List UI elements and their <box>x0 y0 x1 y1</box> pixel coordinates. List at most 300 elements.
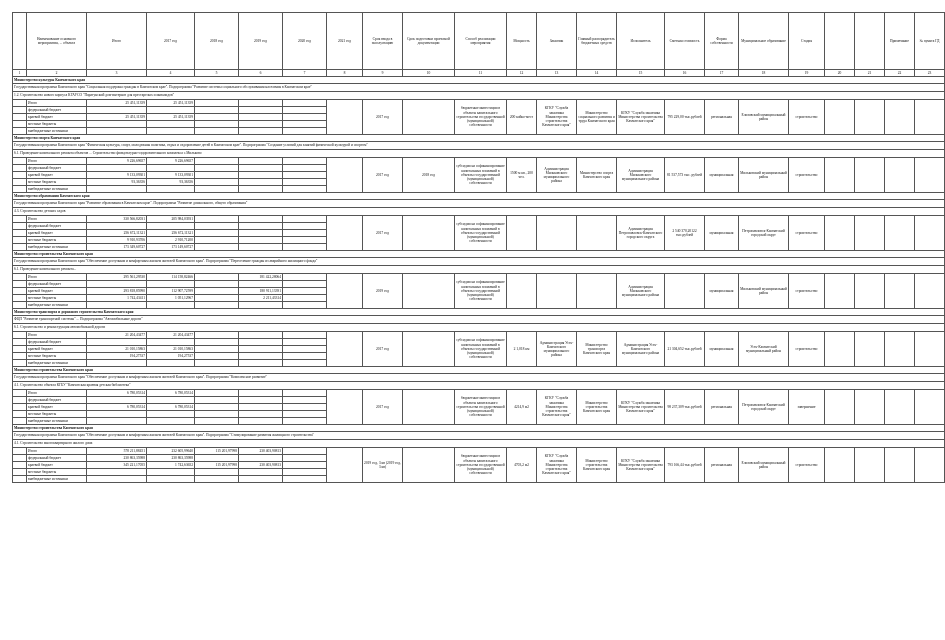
finance-total <box>87 223 147 230</box>
program-title: Государственная программа Камчатского края "Социальная поддержка граждан в Камчатском крае". Подпрограмма "Развитие системы социального обслуживания населения в Камчатском крае" <box>13 84 945 92</box>
finance-2018 <box>195 121 239 128</box>
finance-2020 <box>283 216 327 223</box>
header-cell-period: Срок ввода в эксплуатацию <box>363 13 403 70</box>
item-row <box>13 266 945 274</box>
finance-2020 <box>283 114 327 121</box>
capacity-cell: 4703,2 м2 <box>507 448 537 483</box>
stage-cell: завершение <box>789 390 825 425</box>
cost-cell: 795 229,00 тыс.рублей <box>665 100 705 135</box>
row-spacer <box>13 274 27 281</box>
method-cell: бюджетные инвестиции в объекты капитального строительства государственной (муниципальной) собственности <box>455 390 507 425</box>
finance-2019 <box>239 281 283 288</box>
finance-2017: 114 158,82466 <box>147 274 195 281</box>
finance-2019 <box>239 404 283 411</box>
section-title: Министерство культуры Камчатского края <box>13 77 945 84</box>
period-cell: 2017 год <box>363 390 403 425</box>
finance-label: федеральный бюджет <box>27 281 87 288</box>
finance-total: 21 010,15863 <box>87 346 147 353</box>
finance-2020 <box>283 172 327 179</box>
finance-2018 <box>195 288 239 295</box>
finance-2017: 256 672,11321 <box>147 230 195 237</box>
cost-cell: 2 540 370,20122 тыс.рублей <box>665 216 705 251</box>
column-number-cell: 19 <box>789 70 825 77</box>
finance-2018 <box>195 216 239 223</box>
item-title: 4.3. Строительство детских садов <box>13 208 945 216</box>
finance-label: местные бюджеты <box>27 411 87 418</box>
owner-cell: Министерство спорта Камчатского края <box>577 158 617 193</box>
finance-2020 <box>283 360 327 367</box>
program-title: Государственная программа Камчатского края "Физическая культура, спорт, молодежная политика, отдых и оздоровление детей в Камчатском крае". Подпрограмма "Создание условий для занятий физической культурой и спортом" <box>13 142 945 150</box>
section-title-row <box>13 367 945 374</box>
finance-total <box>87 411 147 418</box>
finance-2017: 25 451,11359 <box>147 114 195 121</box>
header-cell-executor: Исполнитель <box>617 13 665 70</box>
finance-label: местные бюджеты <box>27 121 87 128</box>
row-spacer <box>13 418 27 425</box>
finance-2018 <box>195 339 239 346</box>
finance-2019 <box>239 114 283 121</box>
header-cell-method: Способ реализации мероприятия <box>455 13 507 70</box>
column-number-cell: 1 <box>13 70 27 77</box>
finance-total <box>87 418 147 425</box>
mun-cell: Елизовский муниципальный район <box>739 100 789 135</box>
finance-total: 330 566,82031 <box>87 216 147 223</box>
row-spacer <box>13 390 27 397</box>
finance-2020 <box>283 353 327 360</box>
row-spacer <box>13 295 27 302</box>
finance-2019 <box>239 107 283 114</box>
extra-cell <box>855 158 885 193</box>
row-spacer <box>13 353 27 360</box>
finance-2020 <box>283 244 327 251</box>
finance-total <box>87 128 147 135</box>
extra-cell <box>825 216 855 251</box>
row-spacer <box>13 223 27 230</box>
finance-2017 <box>147 360 195 367</box>
stage-cell: строительство <box>789 274 825 309</box>
executor-cell: КГКУ "Служба заказчика Министерства строительства Камчатского края" <box>617 390 665 425</box>
row-spacer <box>13 165 27 172</box>
finance-2017: 194,27537 <box>147 353 195 360</box>
finance-total <box>87 186 147 193</box>
finance-2017: 2 910,71200 <box>147 237 195 244</box>
finance-total <box>87 281 147 288</box>
item-row <box>13 440 945 448</box>
finance-2019 <box>239 332 283 339</box>
finance-2018 <box>195 295 239 302</box>
finance-total <box>87 360 147 367</box>
finance-label: Итого <box>27 158 87 165</box>
finance-total <box>87 397 147 404</box>
section-title: Министерство строительства Камчатского края <box>13 367 945 374</box>
finance-2020 <box>283 281 327 288</box>
finance-2019 <box>239 455 283 462</box>
finance-2017: 1 051,12967 <box>147 295 195 302</box>
stage-cell: строительство <box>789 100 825 135</box>
extra-cell <box>855 100 885 135</box>
finance-2019 <box>239 172 283 179</box>
finance-total: 25 451,11359 <box>87 114 147 121</box>
finance-2018 <box>195 107 239 114</box>
finance-2020 <box>283 165 327 172</box>
finance-2018 <box>195 237 239 244</box>
finance-2017: 25 451,11359 <box>147 100 195 107</box>
finance-total: 25 451,11359 <box>87 100 147 107</box>
column-number-cell: 4 <box>147 70 195 77</box>
last-cell <box>915 100 945 135</box>
extra-cell <box>855 390 885 425</box>
finance-label: Итого <box>27 216 87 223</box>
column-number-cell: 20 <box>825 70 855 77</box>
section-title-row <box>13 309 945 316</box>
finance-label: внебюджетные источники <box>27 302 87 309</box>
period-cell: 2019 год <box>363 274 403 309</box>
form-cell: муниципальная <box>705 274 739 309</box>
item-row <box>13 92 945 100</box>
form-cell: региональная <box>705 390 739 425</box>
item-title: 6.1. Строительство и реконструкция автомобильной дороги <box>13 324 945 332</box>
finance-2019: 2 211,43314 <box>239 295 283 302</box>
finance-2017 <box>147 223 195 230</box>
last-cell <box>915 216 945 251</box>
customer-cell: Администрация Усть-Камчатского муниципального района <box>537 332 577 367</box>
finance-total <box>87 121 147 128</box>
finance-label: федеральный бюджет <box>27 455 87 462</box>
column-number-cell: 17 <box>705 70 739 77</box>
note-cell <box>885 390 915 425</box>
finance-2020 <box>283 237 327 244</box>
section-title-row <box>13 425 945 432</box>
finance-2017: 205 984,03931 <box>147 216 195 223</box>
finance-label: Итого <box>27 390 87 397</box>
finance-row <box>13 448 945 455</box>
finance-2017 <box>147 165 195 172</box>
finance-2018 <box>195 172 239 179</box>
owner-cell <box>577 274 617 309</box>
method-cell: бюджетные инвестиции в объекты капитального строительства государственной (муниципальной) собственности <box>455 100 507 135</box>
finance-2019 <box>239 128 283 135</box>
form-cell: муниципальная <box>705 332 739 367</box>
executor-cell: Администрация Мильковского муниципального района <box>617 158 665 193</box>
last-cell <box>915 158 945 193</box>
finance-total: 345 221,17055 <box>87 462 147 469</box>
document-page <box>12 12 940 632</box>
finance-2020 <box>283 230 327 237</box>
row-spacer <box>13 179 27 186</box>
program-title: Государственная программа Камчатского края "Развитие образования в Камчатском крае". Подпрограмма "Развитие дошкольного, общего образования" <box>13 200 945 208</box>
finance-2020 <box>283 397 327 404</box>
finance-2018 <box>195 346 239 353</box>
row-spacer <box>13 121 27 128</box>
note-cell <box>885 216 915 251</box>
finance-label: Итого <box>27 100 87 107</box>
prep-cell <box>403 448 455 483</box>
form-cell: региональная <box>705 448 739 483</box>
finance-2020 <box>283 128 327 135</box>
prep-cell <box>403 274 455 309</box>
program-row <box>13 258 945 266</box>
finance-2017: 6 780,05314 <box>147 390 195 397</box>
item-title: 1.2. Строительство нового корпуса КГАУСО "Паратунский дом-интернат для престарелых и инвалидов" <box>13 92 945 100</box>
finance-label: федеральный бюджет <box>27 107 87 114</box>
finance-2019 <box>239 302 283 309</box>
finance-2020 <box>283 179 327 186</box>
method-cell: субсидии на софинансирование капитальных вложений в объекты государственной (муниципальной) собственности <box>455 158 507 193</box>
finance-label: краевой бюджет <box>27 404 87 411</box>
mun-cell: Елизовский муниципальный район <box>739 448 789 483</box>
finance-2017 <box>147 397 195 404</box>
program-row <box>13 84 945 92</box>
row-spacer <box>13 281 27 288</box>
header-row <box>13 13 945 70</box>
mun-cell: Усть-Камчатский муниципальный район <box>739 332 789 367</box>
item-title: 4.1. Строительство объекта КГБУ "Камчатская краевая детская библиотека" <box>13 382 945 390</box>
period-cell: 2017 год <box>363 100 403 135</box>
item-row <box>13 382 945 390</box>
extra-cell <box>855 448 885 483</box>
extra-cell <box>855 216 885 251</box>
last-cell <box>915 274 945 309</box>
finance-total <box>87 476 147 483</box>
program-row <box>13 316 945 324</box>
row-spacer <box>13 186 27 193</box>
finance-2019 <box>239 390 283 397</box>
finance-2020 <box>283 186 327 193</box>
form-cell: региональная <box>705 100 739 135</box>
row-spacer <box>13 100 27 107</box>
capacity-cell <box>507 274 537 309</box>
customer-cell <box>537 216 577 251</box>
finance-2019 <box>239 223 283 230</box>
row-spacer <box>13 476 27 483</box>
row-spacer <box>13 360 27 367</box>
finance-2019 <box>239 165 283 172</box>
finance-2019 <box>239 179 283 186</box>
finance-label: местные бюджеты <box>27 353 87 360</box>
finance-2019 <box>239 244 283 251</box>
finance-label: краевой бюджет <box>27 114 87 121</box>
cost-cell: 81 537,573 тыс. рублей <box>665 158 705 193</box>
finance-2020 <box>283 339 327 346</box>
executor-cell: КГКУ "Служба заказчика Министерства строительства Камчатского края" <box>617 448 665 483</box>
extra-cell <box>825 100 855 135</box>
method-cell: субсидии на софинансирование капитальных вложений в объекты государственной (муниципальной) собственности <box>455 274 507 309</box>
program-title: Государственная программа Камчатского края "Обеспечение доступным и комфортным жильем жителей Камчатского края". Подпрограмма "Комплексное развитие" <box>13 374 945 382</box>
row-spacer <box>13 288 27 295</box>
finance-2021 <box>327 448 363 483</box>
section-title: Министерство строительства Камчатского края <box>13 251 945 258</box>
finance-label: внебюджетные источники <box>27 418 87 425</box>
section-title: Министерство транспорта и дорожного строительства Камчатского края <box>13 309 945 316</box>
mun-cell: Петропавловск-Камчатский городской округ <box>739 390 789 425</box>
program-row <box>13 432 945 440</box>
finance-2017 <box>147 281 195 288</box>
finance-label: федеральный бюджет <box>27 339 87 346</box>
finance-2018 <box>195 274 239 281</box>
finance-total: 578 211,88451 <box>87 448 147 455</box>
program-title: Государственная программа Камчатского края "Обеспечение доступным и комфортным жильем жителей Камчатского края". Подпрограмма "Переселение граждан из аварийного жилищного фонда" <box>13 258 945 266</box>
customer-cell: КГКУ "Служба заказчика Министерства строительства Камчатского края" <box>537 448 577 483</box>
finance-2020 <box>283 404 327 411</box>
row-spacer <box>13 114 27 121</box>
finance-label: внебюджетные источники <box>27 128 87 135</box>
stage-cell: строительство <box>789 216 825 251</box>
finance-label: федеральный бюджет <box>27 165 87 172</box>
section-title-row <box>13 135 945 142</box>
executor-cell: Администрация Петропавловск-Камчатского городского округа <box>617 216 665 251</box>
finance-2021 <box>327 216 363 251</box>
finance-2018 <box>195 332 239 339</box>
finance-2019 <box>239 411 283 418</box>
finance-2018 <box>195 223 239 230</box>
customer-cell: КГКУ "Служба заказчика Министерства строительства Камчатского края" <box>537 390 577 425</box>
header-cell-2017: 2017 год <box>147 13 195 70</box>
column-number-cell: 23 <box>915 70 945 77</box>
section-title-row <box>13 77 945 84</box>
finance-2019 <box>239 353 283 360</box>
executor-cell: КГКУ "Служба заказчика Министерства строительства Камчатского края" <box>617 100 665 135</box>
finance-2018 <box>195 469 239 476</box>
investment-table <box>12 12 945 483</box>
finance-2020 <box>283 274 327 281</box>
header-cell-name: Наименование основного мероприятия, ... объекта <box>27 13 87 70</box>
finance-2018 <box>195 411 239 418</box>
finance-2020 <box>283 476 327 483</box>
column-number-cell: 22 <box>885 70 915 77</box>
header-cell-extra2 <box>855 13 885 70</box>
period-cell: 2017 год <box>363 158 403 193</box>
prep-cell <box>403 216 455 251</box>
finance-2017 <box>147 128 195 135</box>
owner-cell: Министерство транспорта Камчатского края <box>577 332 617 367</box>
finance-2021 <box>327 390 363 425</box>
capacity-cell: 2 1,018 км <box>507 332 537 367</box>
owner-cell: Министерство строительства Камчатского края <box>577 448 617 483</box>
finance-total <box>87 165 147 172</box>
finance-2020 <box>283 390 327 397</box>
finance-2017 <box>147 107 195 114</box>
finance-2017: 232 605,99640 <box>147 448 195 455</box>
header-cell-prep: Срок подготовки проектной документации <box>403 13 455 70</box>
row-spacer <box>13 216 27 223</box>
cost-cell <box>665 274 705 309</box>
program-row <box>13 142 945 150</box>
last-cell <box>915 332 945 367</box>
section-title: Министерство образования Камчатского края <box>13 193 945 200</box>
column-number-cell: 13 <box>537 70 577 77</box>
section-title-row <box>13 251 945 258</box>
finance-2020 <box>283 448 327 455</box>
finance-2017 <box>147 476 195 483</box>
program-row <box>13 200 945 208</box>
finance-total: 293 818,85990 <box>87 288 147 295</box>
column-number-cell: 3 <box>87 70 147 77</box>
capacity-cell: 1500 м кв., 200 чел. <box>507 158 537 193</box>
header-cell-extra1 <box>825 13 855 70</box>
column-number-cell: 15 <box>617 70 665 77</box>
finance-2017 <box>147 411 195 418</box>
note-cell <box>885 332 915 367</box>
finance-2017: 6 780,05314 <box>147 404 195 411</box>
finance-2019: 230 403,90813 <box>239 448 283 455</box>
finance-2018 <box>195 165 239 172</box>
finance-label: внебюджетные источники <box>27 244 87 251</box>
finance-2017: 21 204,43477 <box>147 332 195 339</box>
finance-2020 <box>283 346 327 353</box>
finance-row <box>13 390 945 397</box>
column-number-cell: 14 <box>577 70 617 77</box>
finance-total: 295 561,29530 <box>87 274 147 281</box>
column-number-cell: 9 <box>363 70 403 77</box>
finance-2017 <box>147 121 195 128</box>
header-cell-mun: Муниципальное образование <box>739 13 789 70</box>
finance-label: Итого <box>27 332 87 339</box>
extra-cell <box>825 274 855 309</box>
form-cell: муниципальная <box>705 216 739 251</box>
row-spacer <box>13 404 27 411</box>
extra-cell <box>855 332 885 367</box>
row-spacer <box>13 411 27 418</box>
method-cell: бюджетные инвестиции в объекты капитального строительства государственной (муниципальной) собственности <box>455 448 507 483</box>
last-cell <box>915 390 945 425</box>
owner-cell: Министерство социального развития и труда Камчатского края <box>577 100 617 135</box>
finance-2019 <box>239 186 283 193</box>
finance-2018 <box>195 353 239 360</box>
finance-label: местные бюджеты <box>27 295 87 302</box>
finance-total: 21 204,43477 <box>87 332 147 339</box>
period-cell: 2017 год <box>363 216 403 251</box>
finance-2017 <box>147 186 195 193</box>
item-title: 4.1. Строительство многоквартирного жилого дома <box>13 440 945 448</box>
owner-cell <box>577 216 617 251</box>
finance-2017 <box>147 302 195 309</box>
note-cell <box>885 274 915 309</box>
column-numbers-row <box>13 70 945 77</box>
finance-2018 <box>195 186 239 193</box>
finance-label: краевой бюджет <box>27 230 87 237</box>
item-row <box>13 324 945 332</box>
finance-row <box>13 332 945 339</box>
finance-2017: 93,36356 <box>147 179 195 186</box>
finance-2020 <box>283 288 327 295</box>
finance-2018 <box>195 114 239 121</box>
method-cell: субсидии на софинансирование капитальных вложений в объекты государственной (муниципальной) собственности <box>455 216 507 251</box>
section-title: Министерство спорта Камчатского края <box>13 135 945 142</box>
section-title-row <box>13 193 945 200</box>
program-title: ФЦП "Развитие транспортной системы" ... Подпрограмма "Автомобильные дороги" <box>13 316 945 324</box>
header-cell-owner: Главный распорядитель бюджетных средств <box>577 13 617 70</box>
period-cell: 2017 год <box>363 332 403 367</box>
finance-2017: 230 863,35988 <box>147 455 195 462</box>
header-cell-2020: 2020 год <box>283 13 327 70</box>
header-cell-note: Примечание <box>885 13 915 70</box>
finance-2019 <box>239 339 283 346</box>
header-cell-last: № пункта ГД <box>915 13 945 70</box>
prep-cell: 2018 год <box>403 158 455 193</box>
note-cell <box>885 448 915 483</box>
finance-2017: 1 742,63652 <box>147 462 195 469</box>
finance-2018: 115 201,97998 <box>195 462 239 469</box>
finance-2020 <box>283 332 327 339</box>
method-cell: субсидии на софинансирование капитальных вложений в объекты государственной (муниципальной) собственности <box>455 332 507 367</box>
form-cell: муниципальная <box>705 158 739 193</box>
extra-cell <box>855 274 885 309</box>
capacity-cell: 4214,9 м2 <box>507 390 537 425</box>
extra-cell <box>825 332 855 367</box>
finance-total <box>87 469 147 476</box>
section-title: Министерство строительства Камчатского края <box>13 425 945 432</box>
finance-2020 <box>283 121 327 128</box>
